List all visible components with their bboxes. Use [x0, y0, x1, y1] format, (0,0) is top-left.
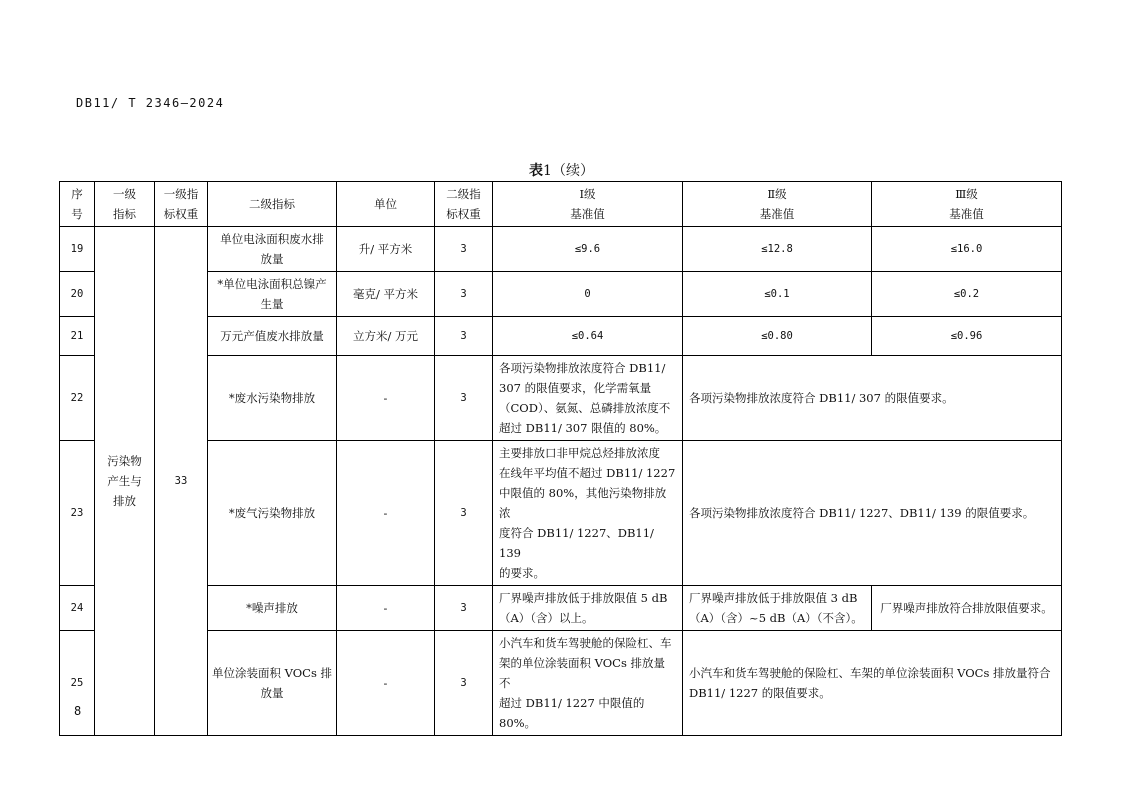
row-unit: -: [337, 631, 435, 736]
row-grade2: ≤12.8: [683, 227, 872, 272]
row-weight: 3: [435, 272, 493, 317]
row-seq: 22: [60, 356, 95, 441]
document-code: DB11/ T 2346—2024: [76, 96, 225, 110]
row-grade2: 厂界噪声排放低于排放限值 3 dB （A）（含）~5 dB（A）（不含）。: [683, 586, 872, 631]
table-caption-number: 1（续）: [543, 163, 594, 179]
table-caption: [0, 160, 1123, 180]
row-grade2-3: 小汽车和货车驾驶舱的保险杠、车架的单位涂装面积 VOCs 排放量符合 DB11/ 1227 的限值要求。: [683, 631, 1062, 736]
table-row: [60, 441, 1062, 586]
row-grade1: 小汽车和货车驾驶舱的保险杠、车 架的单位涂装面积 VOCs 排放量不 超过 DB11/ 1227 中限值的 80%。: [493, 631, 683, 736]
row-seq: 20: [60, 272, 95, 317]
row-grade2: ≤0.1: [683, 272, 872, 317]
table-caption-label: 表: [529, 163, 544, 179]
table-row: [60, 586, 1062, 631]
row-grade2: ≤0.80: [683, 317, 872, 356]
row-grade1: ≤9.6: [493, 227, 683, 272]
row-seq: 23: [60, 441, 95, 586]
row-unit: 毫克/ 平方米: [337, 272, 435, 317]
row-seq: 25: [60, 631, 95, 736]
table-row: [60, 356, 1062, 441]
page-number: 8: [74, 704, 82, 718]
col-grade1: Ⅰ级 基准值: [493, 182, 683, 227]
row-weight: 3: [435, 631, 493, 736]
row-grade3: ≤16.0: [872, 227, 1062, 272]
row-weight: 3: [435, 586, 493, 631]
row-grade2-3: 各项污染物排放浓度符合 DB11/ 307 的限值要求。: [683, 356, 1062, 441]
row-unit: -: [337, 356, 435, 441]
table-row: [60, 631, 1062, 736]
row-unit: -: [337, 441, 435, 586]
row-grade1: 主要排放口非甲烷总烃排放浓度 在线年平均值不超过 DB11/ 1227 中限值的 80%，其他污染物排放浓 度符合 DB11/ 1227、DB11/ 139 的要求。: [493, 441, 683, 586]
benchmark-table: [59, 181, 1062, 736]
row-unit: 立方米/ 万元: [337, 317, 435, 356]
row-grade1: ≤0.64: [493, 317, 683, 356]
row-unit: 升/ 平方米: [337, 227, 435, 272]
col-grade3: Ⅲ级 基准值: [872, 182, 1062, 227]
group-level1-name: 污染物 产生与 排放: [95, 227, 155, 736]
row-weight: 3: [435, 441, 493, 586]
row-indicator: *废水污染物排放: [208, 356, 337, 441]
table-row: [60, 317, 1062, 356]
table-row: [60, 272, 1062, 317]
row-unit: -: [337, 586, 435, 631]
header-row: [60, 182, 1062, 227]
row-grade3: ≤0.96: [872, 317, 1062, 356]
row-indicator: *单位电泳面积总镍产 生量: [208, 272, 337, 317]
row-seq: 24: [60, 586, 95, 631]
row-weight: 3: [435, 356, 493, 441]
row-weight: 3: [435, 317, 493, 356]
table-row: [60, 227, 1062, 272]
row-grade2-3: 各项污染物排放浓度符合 DB11/ 1227、DB11/ 139 的限值要求。: [683, 441, 1062, 586]
col-level1: 一级 指标: [95, 182, 155, 227]
row-grade1: 各项污染物排放浓度符合 DB11/ 307 的限值要求，化学需氧量 （COD）、氨氮、总磷排放浓度不 超过 DB11/ 307 限值的 80%。: [493, 356, 683, 441]
row-indicator: *噪声排放: [208, 586, 337, 631]
col-level2-weight: 二级指 标权重: [435, 182, 493, 227]
row-weight: 3: [435, 227, 493, 272]
col-unit: 单位: [337, 182, 435, 227]
row-grade3: 厂界噪声排放符合排放限值要求。: [872, 586, 1062, 631]
group-level1-weight: 33: [155, 227, 208, 736]
col-level2: 二级指标: [208, 182, 337, 227]
col-level1-weight: 一级指 标权重: [155, 182, 208, 227]
row-indicator: 万元产值废水排放量: [208, 317, 337, 356]
col-grade2: Ⅱ级 基准值: [683, 182, 872, 227]
row-indicator: 单位电泳面积废水排 放量: [208, 227, 337, 272]
row-seq: 19: [60, 227, 95, 272]
row-indicator: 单位涂装面积 VOCs 排 放量: [208, 631, 337, 736]
row-grade3: ≤0.2: [872, 272, 1062, 317]
row-seq: 21: [60, 317, 95, 356]
row-grade1: 厂界噪声排放低于排放限值 5 dB （A）（含）以上。: [493, 586, 683, 631]
row-indicator: *废气污染物排放: [208, 441, 337, 586]
row-grade1: 0: [493, 272, 683, 317]
col-seq: 序 号: [60, 182, 95, 227]
